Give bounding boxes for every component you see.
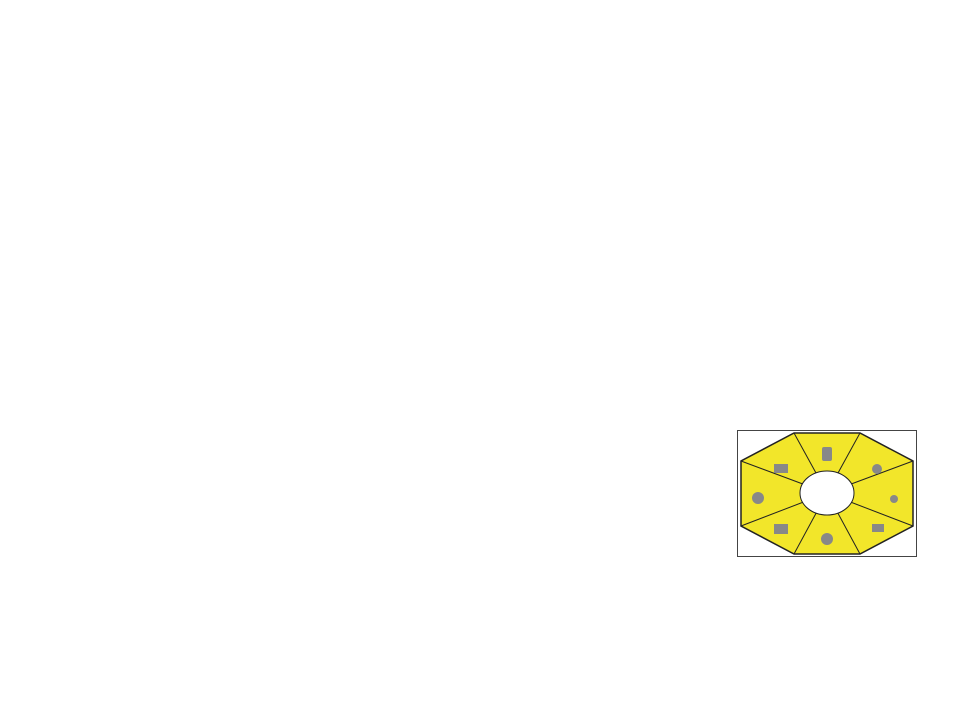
hazard-center [800, 471, 854, 515]
hazard-wheel-image [737, 430, 917, 557]
hazard-wheel-graphic [738, 431, 916, 556]
